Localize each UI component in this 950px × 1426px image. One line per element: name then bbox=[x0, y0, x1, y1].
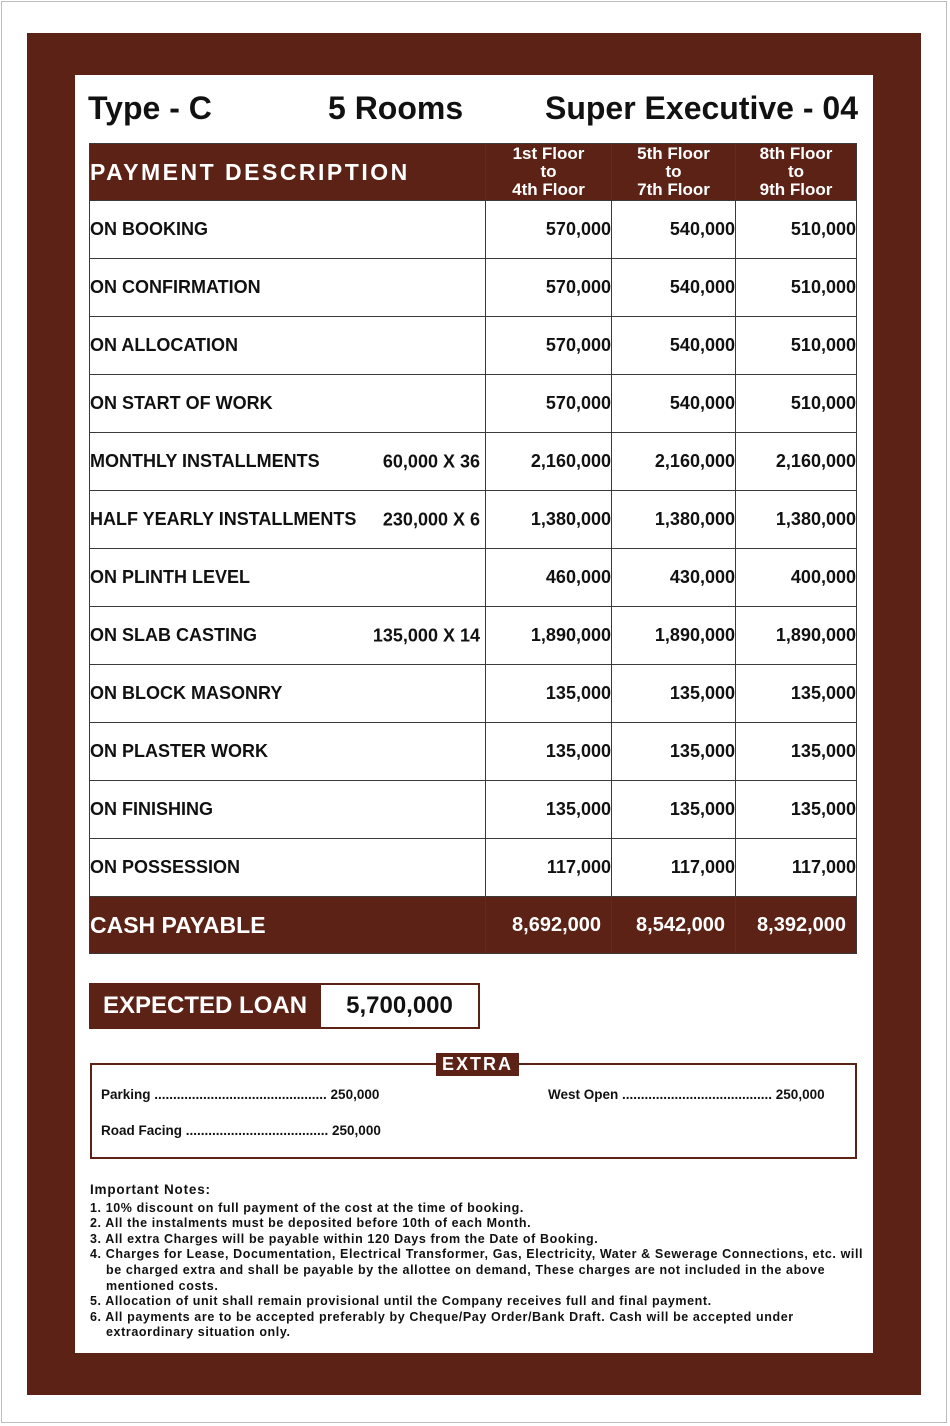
floor-header-2 bbox=[612, 144, 736, 201]
table-row bbox=[90, 665, 857, 723]
row-label: ON BOOKING bbox=[90, 219, 209, 239]
table-row bbox=[90, 781, 857, 839]
row-multiplier: 60,000 X 36 bbox=[382, 451, 480, 471]
value-cell: 540,000 bbox=[612, 375, 736, 433]
row-label-cell bbox=[90, 433, 486, 491]
row-label: ON POSSESSION bbox=[90, 857, 241, 877]
value-cell: 540,000 bbox=[612, 201, 736, 259]
row-label-cell bbox=[90, 259, 486, 317]
extra-title: EXTRA bbox=[436, 1053, 519, 1076]
row-label: HALF YEARLY INSTALLMENTS bbox=[90, 509, 357, 529]
row-label-cell bbox=[90, 607, 486, 665]
row-multiplier: 135,000 X 14 bbox=[372, 625, 480, 645]
floor-header-line: to bbox=[665, 162, 682, 181]
row-label-cell bbox=[90, 491, 486, 549]
table-row bbox=[90, 375, 857, 433]
note-item: 2. All the instalments must be deposited before 10th of each Month. bbox=[90, 1216, 532, 1231]
floor-header-line: 4th Floor bbox=[512, 180, 585, 199]
value-cell: 570,000 bbox=[486, 317, 612, 375]
table-row bbox=[90, 549, 857, 607]
floor-header-line: 5th Floor bbox=[637, 144, 710, 163]
unit-name: Super Executive - 04 bbox=[544, 90, 858, 126]
table-row bbox=[90, 433, 857, 491]
value-cell: 135,000 bbox=[612, 781, 736, 839]
value-cell: 510,000 bbox=[736, 201, 857, 259]
payment-description-header: PAYMENT DESCRIPTION bbox=[90, 144, 486, 201]
value-cell: 135,000 bbox=[736, 665, 857, 723]
row-label: ON FINISHING bbox=[90, 799, 214, 819]
value-cell: 570,000 bbox=[486, 375, 612, 433]
expected-loan-value: 5,700,000 bbox=[346, 992, 453, 1019]
row-label: MONTHLY INSTALLMENTS bbox=[90, 451, 320, 471]
row-label-cell bbox=[90, 317, 486, 375]
value-cell: 117,000 bbox=[486, 839, 612, 897]
table-row bbox=[90, 607, 857, 665]
value-cell: 430,000 bbox=[612, 549, 736, 607]
row-label: ON PLINTH LEVEL bbox=[90, 567, 251, 587]
value-cell: 135,000 bbox=[736, 723, 857, 781]
table-row bbox=[90, 317, 857, 375]
value-cell: 540,000 bbox=[612, 317, 736, 375]
value-cell: 135,000 bbox=[486, 665, 612, 723]
value-cell: 2,160,000 bbox=[736, 433, 857, 491]
row-label: ON PLASTER WORK bbox=[90, 741, 268, 761]
value-cell: 460,000 bbox=[486, 549, 612, 607]
table-row bbox=[90, 723, 857, 781]
table-row bbox=[90, 491, 857, 549]
note-item: 3. All extra Charges will be payable within 120 Days from the Date of Booking. bbox=[90, 1231, 599, 1246]
total-value-cell: 8,542,000 bbox=[612, 897, 736, 954]
note-item: 5. Allocation of unit shall remain provisional until the Company receives full and final payment. bbox=[90, 1294, 712, 1309]
value-cell: 1,380,000 bbox=[612, 491, 736, 549]
row-label: ON BLOCK MASONRY bbox=[90, 683, 283, 703]
payment-plan-table bbox=[89, 143, 857, 954]
west-open-charge: West Open ........................................ 250,000 bbox=[548, 1087, 825, 1102]
floor-header-line: to bbox=[540, 162, 557, 181]
value-cell: 1,890,000 bbox=[612, 607, 736, 665]
row-label-cell bbox=[90, 375, 486, 433]
row-multiplier: 230,000 X 6 bbox=[382, 509, 480, 529]
floor-header-3 bbox=[736, 144, 857, 201]
value-cell: 135,000 bbox=[736, 781, 857, 839]
value-cell: 1,380,000 bbox=[486, 491, 612, 549]
value-cell: 510,000 bbox=[736, 375, 857, 433]
value-cell: 117,000 bbox=[736, 839, 857, 897]
floor-header-line: to bbox=[787, 162, 805, 181]
value-cell: 510,000 bbox=[736, 317, 857, 375]
extra-charges-box bbox=[90, 1054, 857, 1159]
important-notes bbox=[90, 1182, 865, 1341]
floor-header-1 bbox=[486, 144, 612, 201]
row-label-cell bbox=[90, 781, 486, 839]
notes-list bbox=[90, 1201, 865, 1341]
plan-header bbox=[88, 90, 858, 134]
note-item: 1. 10% discount on full payment of the cost at the time of booking. bbox=[90, 1200, 524, 1215]
note-item: 6. All payments are to be accepted preferably by Cheque/Pay Order/Bank Draft. Cash will be accepted under extraordinary situation only. bbox=[90, 1309, 794, 1340]
note-item: 4. Charges for Lease, Documentation, Electrical Transformer, Gas, Electricity, Water & Sewerage Connections, etc. will be charged extra and shall be payable by the allottee on demand, These charges are not included in the above mentioned costs. bbox=[90, 1247, 864, 1293]
value-cell: 1,890,000 bbox=[736, 607, 857, 665]
value-cell: 117,000 bbox=[612, 839, 736, 897]
row-label: ON SLAB CASTING bbox=[90, 625, 258, 645]
notes-title: Important Notes: bbox=[90, 1182, 211, 1197]
road-facing-charge: Road Facing ...................................... 250,000 bbox=[101, 1123, 381, 1138]
total-value-cell: 8,392,000 bbox=[736, 897, 857, 954]
expected-loan-label: EXPECTED LOAN bbox=[91, 985, 321, 1027]
row-label: ON CONFIRMATION bbox=[90, 277, 261, 297]
room-count: 5 Rooms bbox=[328, 90, 464, 126]
floor-header-line: 8th Floor bbox=[759, 144, 833, 163]
table-row bbox=[90, 259, 857, 317]
value-cell: 400,000 bbox=[736, 549, 857, 607]
value-cell: 1,380,000 bbox=[736, 491, 857, 549]
value-cell: 2,160,000 bbox=[486, 433, 612, 491]
value-cell: 135,000 bbox=[486, 781, 612, 839]
row-label: ON ALLOCATION bbox=[90, 335, 238, 355]
value-cell: 570,000 bbox=[486, 201, 612, 259]
table-row bbox=[90, 201, 857, 259]
value-cell: 135,000 bbox=[612, 665, 736, 723]
row-label-cell bbox=[90, 839, 486, 897]
value-cell: 570,000 bbox=[486, 259, 612, 317]
expected-loan-box bbox=[89, 983, 480, 1029]
parking-charge: Parking .............................................. 250,000 bbox=[101, 1087, 380, 1102]
floor-header-line: 9th Floor bbox=[759, 180, 833, 199]
value-cell: 2,160,000 bbox=[612, 433, 736, 491]
unit-type: Type - C bbox=[88, 90, 212, 126]
value-cell: 135,000 bbox=[612, 723, 736, 781]
floor-header-line: 1st Floor bbox=[512, 144, 585, 163]
value-cell: 510,000 bbox=[736, 259, 857, 317]
cash-payable-label: CASH PAYABLE bbox=[90, 897, 486, 954]
row-label-cell bbox=[90, 549, 486, 607]
value-cell: 135,000 bbox=[486, 723, 612, 781]
cash-payable-row bbox=[90, 897, 857, 954]
value-cell: 540,000 bbox=[612, 259, 736, 317]
row-label-cell bbox=[90, 723, 486, 781]
table-row bbox=[90, 839, 857, 897]
value-cell: 1,890,000 bbox=[486, 607, 612, 665]
floor-header-line: 7th Floor bbox=[637, 180, 710, 199]
table-header-row bbox=[90, 144, 857, 201]
row-label: ON START OF WORK bbox=[90, 393, 273, 413]
row-label-cell bbox=[90, 201, 486, 259]
row-label-cell bbox=[90, 665, 486, 723]
total-value-cell: 8,692,000 bbox=[486, 897, 612, 954]
